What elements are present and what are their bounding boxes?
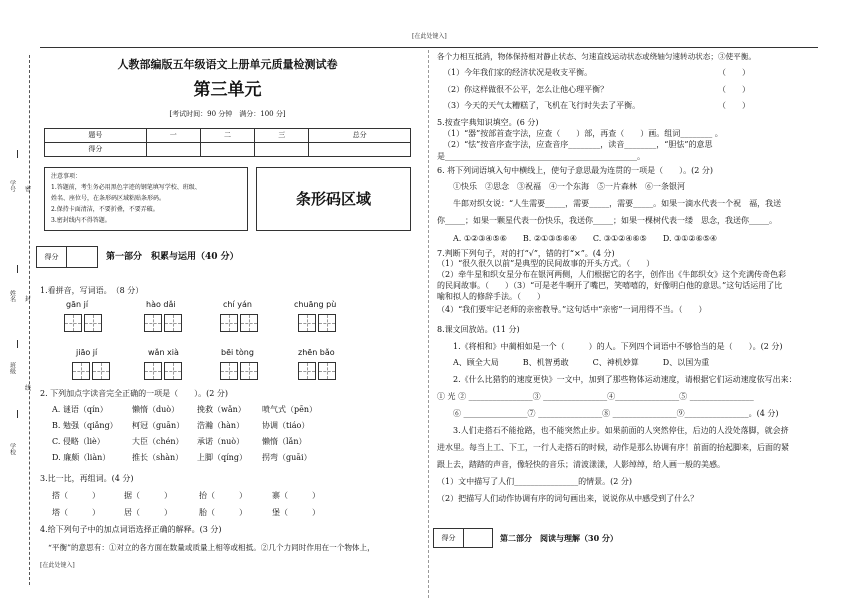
writing-grid[interactable] (298, 314, 338, 332)
q2-option: 挽救（wǎn） (197, 405, 246, 414)
score-input[interactable] (67, 247, 97, 267)
pinyin: gān jí (66, 300, 89, 309)
q6-sentence: 你_____；如果一颗星代表一份快乐，我送你_____；如果一棵树代表一缕 思念，我送你_____。 (437, 216, 777, 225)
unit-title: 第三单元 (193, 80, 262, 100)
writing-grid[interactable] (298, 362, 338, 380)
q5-line: 是________________________________________________。 (437, 152, 645, 161)
q7-stem: 7.判断下列句子，对的打“√”，错的打“×”。(4 分) (437, 249, 615, 258)
q2-option: B. 勉强（qiǎng） (52, 421, 118, 430)
q2-option: 懒惰（duò） (132, 405, 180, 414)
top-rule (40, 47, 818, 48)
q5-line: （2）“怯”按音序查字法，应查音序________，读音________，“胆怯”的意思 (443, 140, 713, 149)
q2-option: 承诺（nuò） (197, 437, 245, 446)
score-input[interactable] (464, 529, 492, 547)
q3-item: 居（ ） (124, 508, 172, 517)
q8-line: 1.《将相和》中蔺相如是一个（ ）的人。下列四个词语中不够恰当的是（ ）。(2 分) (453, 342, 783, 351)
notes-item: 3.密封线内不得答题。 (51, 217, 111, 224)
writing-grid[interactable] (220, 314, 260, 332)
notes-item: 1.答题前，考生务必用黑色字迹的钢笔填写学校、班级、 (51, 184, 201, 191)
score-table-header: 一 (146, 129, 200, 143)
q2-option: C. 侵略（liè） (52, 437, 105, 446)
writing-grid[interactable] (144, 314, 184, 332)
score-table-header: 三 (255, 129, 309, 143)
q2-option: A. 谜语（qín） (52, 405, 108, 414)
q2-option: 拐弯（guāi） (262, 453, 312, 462)
answer-paren[interactable]: （ ） (718, 68, 750, 77)
binding-name: 姓名 (8, 290, 16, 302)
exam-info: [考试时间：90 分钟 满分：100 分] (169, 110, 286, 118)
footer-placeholder: [在此处键入] (40, 562, 75, 569)
pinyin: chuāng pù (294, 300, 337, 309)
q2-stem: 2. 下列加点字读音完全正确的一项是（ ）。(2 分) (40, 389, 229, 398)
barcode-area (256, 167, 411, 231)
binding-student-id: 学号 (8, 180, 16, 192)
q2-option: 懒惰（lǎn） (262, 437, 307, 446)
score-cell[interactable] (200, 143, 254, 157)
q7-line: （1）“很久很久以前”是典型的民间故事的开头方式。（ ） (437, 259, 655, 268)
q3-stem: 3.比一比，再组词。(4 分) (40, 474, 134, 483)
writing-grid[interactable] (220, 362, 260, 380)
pinyin: chí yán (223, 300, 252, 309)
q8-line: ⑥ ________________⑦ ________________⑧ ________________⑨________________。(4 分) (453, 409, 779, 418)
q8-line: （2）把描写人们动作协调有序的词句画出来，说说你从中感受到了什么？ (437, 494, 699, 503)
q8-stem: 8.课文回放站。(11 分) (437, 325, 520, 334)
q2-option: 协调（tiáo） (262, 421, 310, 430)
pinyin: jiāo jí (76, 348, 98, 357)
score-table (44, 128, 411, 157)
q3-item: 胎（ ） (199, 508, 247, 517)
q5-line: （1）“器”按部首查字法，应查（ ）部，再查（ ）画。组词________ 。 (443, 129, 723, 138)
writing-grid[interactable] (72, 362, 112, 380)
q6-answers: A. ①②③④⑤⑥ B. ②①③⑤⑥④ C. ③①②④⑥⑤ D. ③①②⑥⑤④ (453, 234, 718, 243)
q2-option: 浩瀚（hàn） (197, 421, 245, 430)
score-table-label: 得分 (45, 143, 147, 157)
pinyin: zhēn bǎo (298, 348, 335, 357)
q8-passage: 进水里。每当上工、下工，一行人走搭石的时候，动作是那么协调有序！前面的抬起脚来，后面的紧 (437, 443, 789, 452)
binding-line (29, 55, 30, 585)
score-cell[interactable] (255, 143, 309, 157)
q8-passage: 跟上去，踏踏的声音，像轻快的音乐；清波漾漾，人影绰绰，给人画一般的美感。 (437, 460, 725, 469)
binding-mark-seal: 密 (25, 186, 32, 193)
q4-item: （3）今天的天气太糟糕了，飞机在飞行时失去了平衡。 (443, 101, 641, 110)
q8-line: （1）文中描写了人们________________的情景。(2 分) (437, 477, 632, 486)
score-cell[interactable] (309, 143, 411, 157)
q7-line: 的民间故事。（ ）（3）“可是老牛啊开了嘴巴，笑嘻嘻的，好像明白他的意思。”这句话运用了比 (437, 281, 783, 290)
q8-line: ① 光 ② ________________③ ________________④________________⑤ ________________ (437, 392, 754, 401)
q1-stem: 1.看拼音，写词语。 （8 分） (40, 286, 144, 295)
pinyin: wǎn xià (148, 348, 179, 357)
q7-line: （4）“我们要牢记老师的亲密教导。”这句话中“亲密”一词用得不当。（ ） (437, 305, 707, 314)
part2-score-box (433, 528, 493, 548)
pinyin: bēi tòng (221, 348, 254, 357)
score-label: 得分 (434, 529, 464, 547)
q2-option: 推长（shàn） (132, 453, 184, 462)
q3-item: 抬（ ） (199, 491, 247, 500)
q4-definition: “平衡”的意思有：①对立的各方面在数量或质量上相等或相抵。②几个力同时作用在一个物体上， (48, 543, 375, 552)
q4-item: （1）今年我们家的经济状况是收支平衡。 (443, 68, 593, 77)
score-table-header: 题号 (45, 129, 147, 143)
notes-heading: 注意事项： (51, 173, 82, 180)
q8-passage: 3.人们走搭石不能抢路，也不能突然止步。如果前面的人突然停住，后边的人没处落脚，就会挤 (453, 426, 789, 435)
q3-item: 据（ ） (124, 491, 172, 500)
binding-school: 学校 (8, 443, 16, 455)
notes-item: 姓名、座位号，在条形码区域粘贴条形码。 (51, 195, 166, 202)
q6-sentence: 牛郎对织女说：“人生需要_____，需要_____，需要_____。如果一滴水代表一个祝 福，我送 (453, 199, 782, 208)
notes-box (44, 167, 248, 231)
q3-item: 塔（ ） (52, 508, 100, 517)
notes-item: 2.保持卡面清洁，不要折叠，不要弄破。 (51, 206, 159, 213)
answer-paren[interactable]: （ ） (718, 85, 750, 94)
q2-option: 上脚（qíng） (197, 453, 247, 462)
binding-mark-line: 线 (25, 385, 32, 392)
q3-item: 堡（ ） (272, 508, 320, 517)
score-label: 得分 (37, 247, 67, 267)
binding-mark-close: 封 (25, 296, 32, 303)
q3-item: 搭（ ） (52, 491, 100, 500)
q8-line: A、顾全大局 B、机智勇敢 C、神机妙算 D、以国为重 (453, 358, 710, 367)
part1-score-box (36, 246, 98, 268)
barcode-label: 条形码区域 (295, 189, 371, 208)
q4-stem: 4.给下列句子中的加点词语选择正确的解释。(3 分) (40, 525, 222, 534)
score-cell[interactable] (146, 143, 200, 157)
writing-grid[interactable] (64, 314, 104, 332)
part2-title: 第二部分 阅读与理解（30 分） (500, 533, 618, 543)
q2-option: D. 廉颇（liàn） (52, 453, 111, 462)
q6-options: ①快乐 ②思念 ③祝福 ④一个东海 ⑤一片森林 ⑥一条银河 (453, 182, 685, 191)
answer-paren[interactable]: （ ） (718, 101, 750, 110)
writing-grid[interactable] (144, 362, 184, 380)
q7-line: （2）牵牛星和织女星分布在银河两侧，人们根据它的名字，创作出《牛郎织女》这个充满传奇色彩 (437, 270, 787, 279)
header-placeholder: [在此处键入] (412, 33, 447, 40)
score-table-header: 二 (200, 129, 254, 143)
q8-line: 2.《什么比猎豹的速度更快》一文中，加到了那些物体运动速度，请根据它们运动速度依写出来： (453, 375, 797, 384)
q6-stem: 6. 将下列词语填入句中横线上，使句子意思最为连贯的一项是（ ）。(2 分) (437, 166, 714, 175)
q3-item: 寨（ ） (272, 491, 320, 500)
q7-line: 喻和拟人的修辞手法。（ ） (437, 292, 545, 301)
pinyin: hào dǎi (146, 300, 176, 309)
q4-definition-cont: 各个力相互抵消，物体保持相对静止状态、匀速直线运动状态或绕轴匀速转动状态；③使平衡。 (437, 52, 756, 61)
q2-option: 柯冠（guān） (132, 421, 185, 430)
q2-option: 大臣（chén） (132, 437, 184, 446)
q5-stem: 5.按查字典知识填空。(6 分) (437, 118, 539, 127)
q2-option: 喷气式（pēn） (262, 405, 318, 414)
part1-title: 第一部分 积累与运用（40 分） (106, 252, 239, 262)
exam-title: 人教部编版五年级语文上册单元质量检测试卷 (117, 58, 338, 71)
q4-item: （2）你这样做很不公平，怎么让他心理平衡？ (443, 85, 609, 94)
score-table-header: 总分 (309, 129, 411, 143)
binding-class: 班级 (8, 362, 16, 374)
column-divider (428, 50, 429, 598)
